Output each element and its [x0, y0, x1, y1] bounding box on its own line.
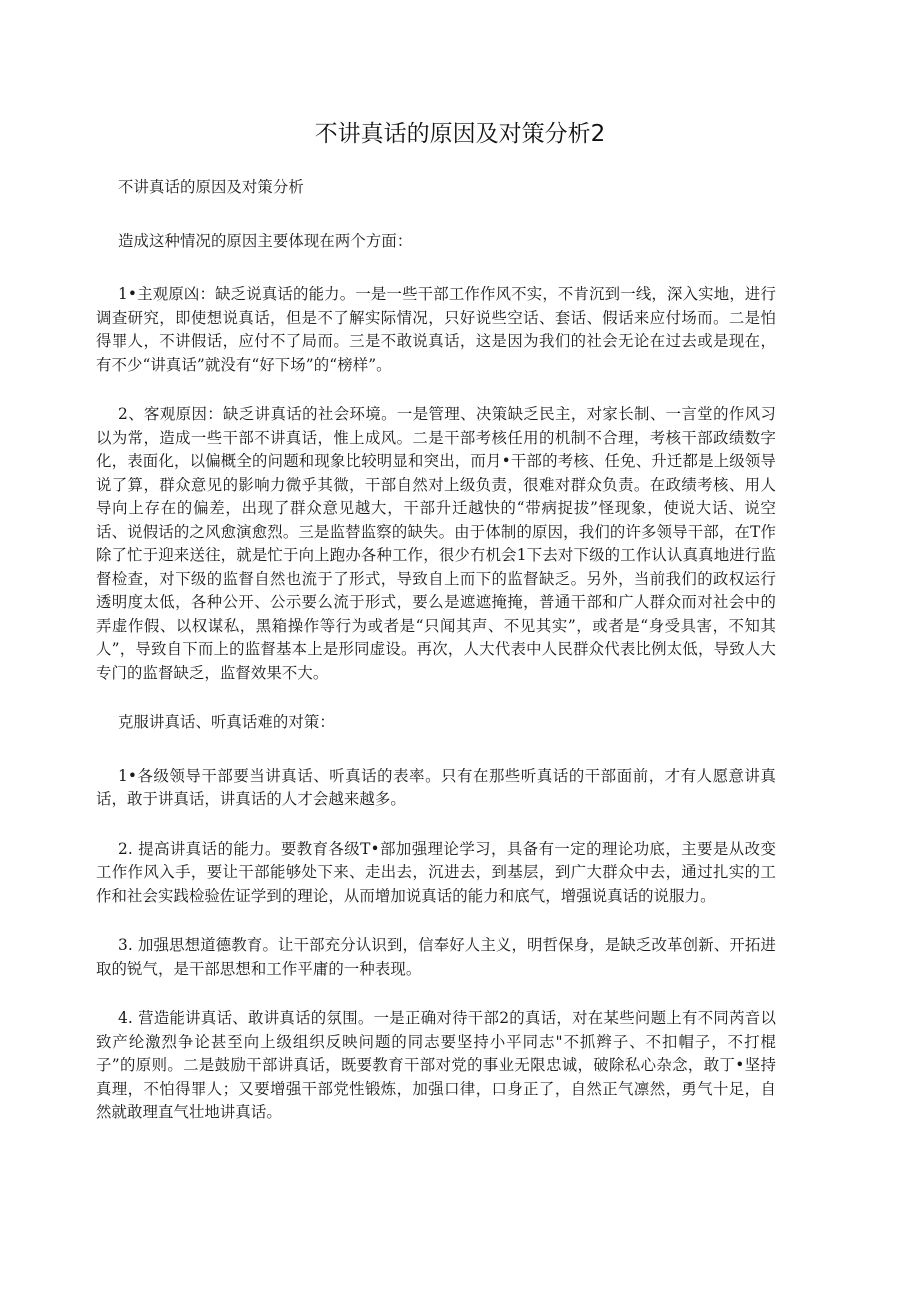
document-body: [96, 176, 776, 1151]
objective-cause-paragraph: 2、客观原因：缺乏讲真话的社会环境。一是管理、决策缺乏民主，对家长制、一言堂的作风习以为常，造成一些干部不讲真话，惟上成风。二是干部考核任用的机制不合理，考核干部政绩数字化，表面化，以偏概全的问题和现象比较明显和突出，而月•干部的考核、任免、升迁都是上级领导说了算，群众意见的影响力微乎其微，干部自然对上级负责，很难对群众负责。在政绩考核、用人导向上存在的偏差，出现了群众意见越大，干部升迁越快的“带病捉拔”怪现象，使说大话、说空话、说假话的之风愈演愈烈。三是监替监察的缺失。由于体制的原因，我们的许多领导干部，在T作除了忙于迎来送往，就是忙于向上跑办各种工作，很少冇机会1下去对下级的工作认认真真地进行监督检查，对下级的监督自然也流于了形式，导致自上而下的监督缺乏。另外，当前我们的政权运行透明度太低，各种公开、公示要么流于形式，要么是遮遮掩掩，普通干部和广人群众而对社会中的弄虚作假、以权谋私，黑箱操作等行为或者是“只闻其声、不见其实”，或者是“身受具害，不知其人”，导致自下而上的监督基本上是形同虚设。再次，人大代表中人民群众代表比例太低，导致人大专门的监督缺乏，监督效果不大。: [96, 405, 776, 682]
countermeasures-heading: 克服讲真话、听真话难的对策：: [118, 713, 335, 731]
subjective-cause-paragraph: 1•主观原凶：缺乏说真话的能力。一是一些干部工作作风不实，不肯沉到一线，深入实地，进行调查研究，即使想说真话，但是不了解实际情况，只好说些空话、套话、假话来应付场而。二是怕得罪人，不讲假话，应付不了局而。三是不敢说真话，这是因为我们的社会无论在过去或是现在，有不少“讲真话”就没有“好下场”的“榜样”。: [96, 285, 776, 374]
countermeasure-2-paragraph: 2. 提高讲真话的能力。要教育各级T•部加强理论学习，具备有一定的理论功底，主要是从改变工作作风入手，要让干部能够处下来、走出去，沉进去，到基层，到广大群众中去，通过扎实的工作和社会实践检验佐证学到的理论，从而增加说真话的能力和底气，增强说真话的说服力。: [96, 839, 776, 905]
countermeasure-1-paragraph: 1•各级领导干部要当讲真话、听真话的表率。只有在那些听真话的干部面前，才有人愿意讲真话，敢于讲真话，讲真话的人才会越来越多。: [96, 766, 776, 808]
subtitle-paragraph: 不讲真话的原因及对策分析: [118, 178, 304, 196]
intro-paragraph: 造成这种情况的原因主要体现在两个方面：: [118, 231, 413, 250]
document-title: 不讲真话的原因及对策分析2: [314, 121, 606, 147]
countermeasure-3-paragraph: 3. 加强思想道德教育。让干部充分认识到，信奉好人主义，明哲保身，是缺乏改革创新、开拓进取的锐气，是干部思想和工作平庸的一种表现。: [96, 936, 776, 978]
countermeasure-4-paragraph: 4. 营造能讲真话、敢讲真话的氛围。一是正确对待干部2的真话，对在某些问题上有不同芮音以致产纶激烈争论甚至向上级组织反映问题的同志要坚持小平同志"不抓辫子、不扣帽子，不打棍子”的原则。二是鼓励干部讲真话，既要教育干部对党的事业无限忠诚，破除私心杂念，敢丁•坚持真理，不怕得罪人；又要增强干部党性锻炼，加强口律，口身正了，自然正气凛然，勇气十足，自然就敢理直气壮地讲真话。: [96, 1009, 776, 1121]
